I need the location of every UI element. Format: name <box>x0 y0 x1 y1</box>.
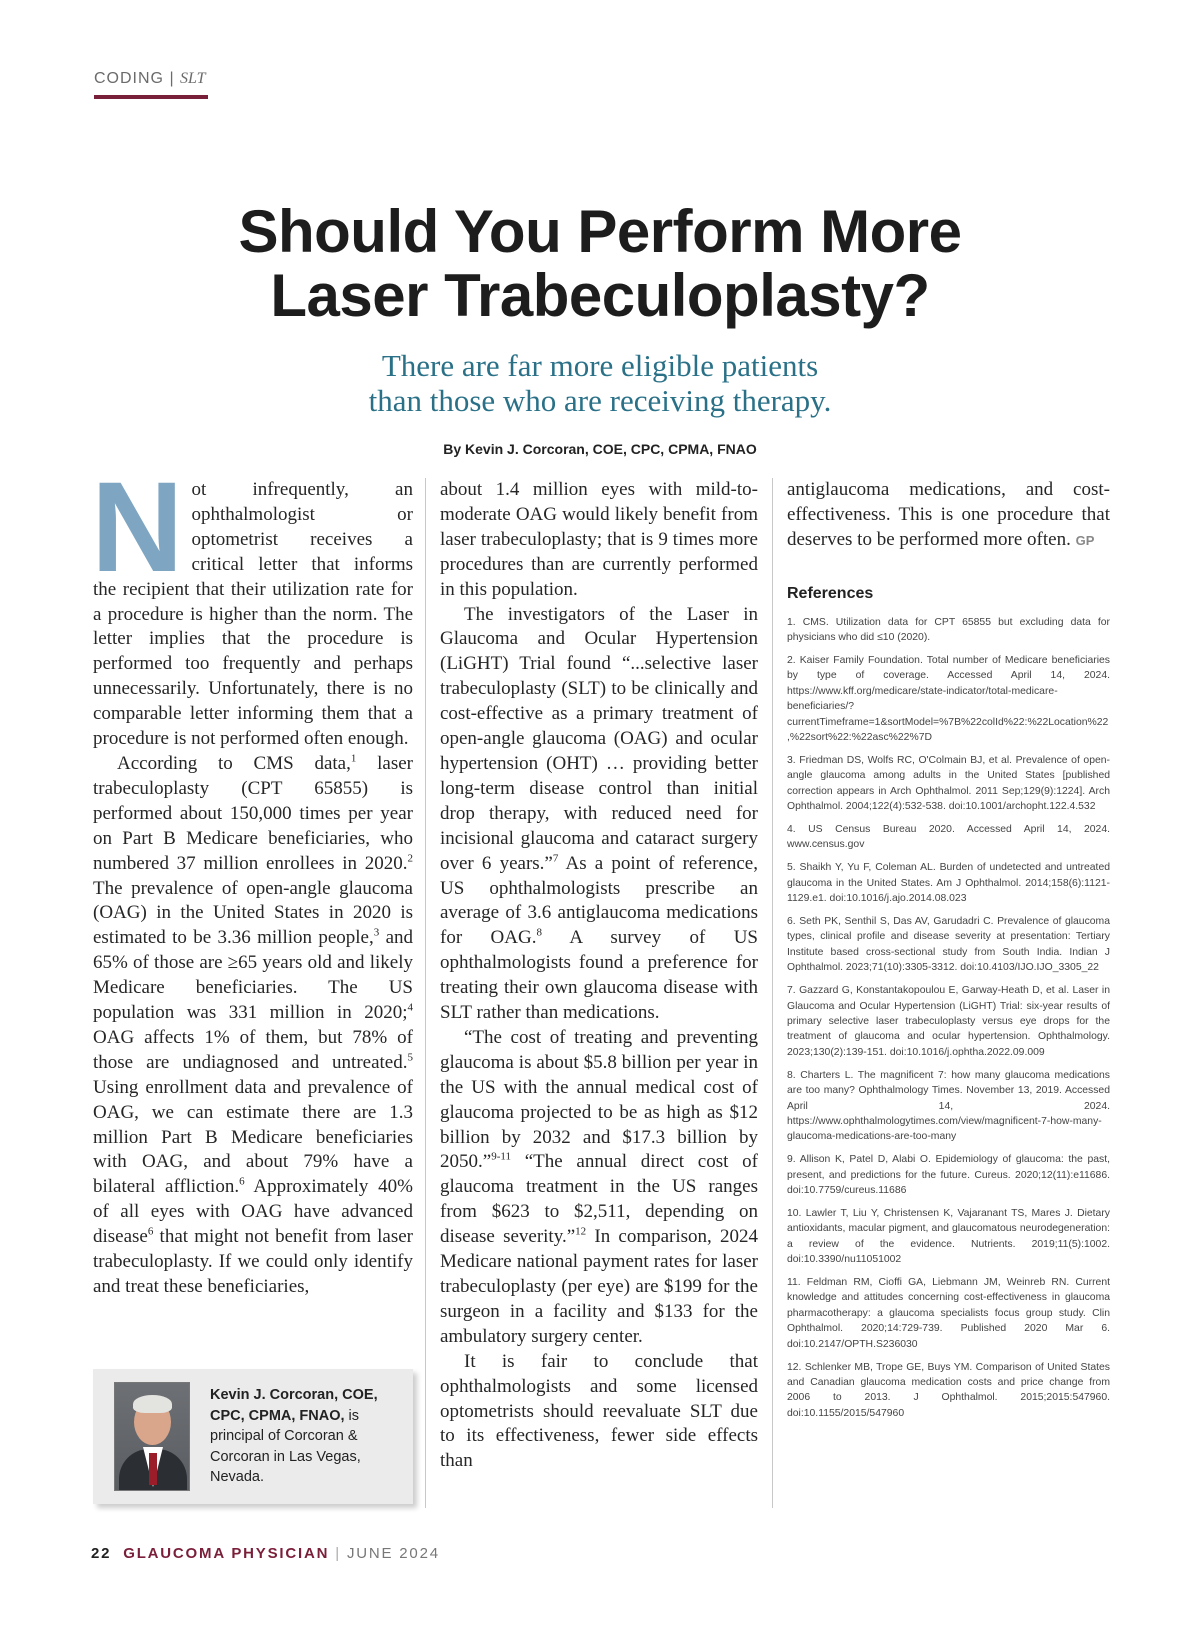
text-run: A survey of US ophthalmologists found a preference for treating their own glaucoma disease with SLT rather than medications. <box>440 927 758 1024</box>
citation: 7 <box>552 852 559 865</box>
citation: 5 <box>407 1051 413 1064</box>
reference-item: 1. CMS. Utilization data for CPT 65855 but excluding data for physicians who did ≤10 (2020). <box>787 616 1110 644</box>
title-line-1: Should You Perform More <box>238 198 962 265</box>
paragraph <box>440 1026 758 1350</box>
text-run: antiglaucoma medications, and cost-effectiveness. This is one procedure that deserves to be performed more often. <box>787 479 1110 550</box>
text-run: “The annual direct cost of glaucoma treatment in the US ranges from $623 to $2,511, depending on disease severity.” <box>440 1151 758 1248</box>
reference-item: 6. Seth PK, Senthil S, Das AV, Garudadri C. Prevalence of glaucoma types, clinical profile and disease severity at presentation: Tertiary Institute based cross-sectional study from South India. Indian J Ophthalmol. 2023;71(10):3305-3312. doi:10.4103/IJO.IJO_3305_22 <box>787 916 1110 974</box>
text-run: laser trabeculoplasty (CPT 65855) is performed about 150,000 times per year on Part B Medicare beneficiaries, who numbered 37 million enrollees in 2020. <box>93 752 413 874</box>
citation: 1 <box>350 752 357 765</box>
column-divider-2 <box>772 478 773 1508</box>
paragraph <box>787 478 1110 554</box>
drop-cap: N <box>91 456 184 599</box>
issue-date: JUNE 2024 <box>346 1545 440 1562</box>
paragraph <box>91 456 413 752</box>
magazine-name: GLAUCOMA PHYSICIAN <box>123 1545 330 1562</box>
author-bio-box <box>93 1369 413 1504</box>
citation: 6 <box>239 1176 245 1189</box>
text-run: The prevalence of open-angle glaucoma (OAG) in the United States in 2020 is estimated to be 3.36 million people, <box>93 877 413 949</box>
section-label: CODING <box>94 70 164 87</box>
citation: 6 <box>147 1225 154 1238</box>
text-run: As a point of reference, US ophthalmologists prescribe an average of 3.6 antiglaucoma medications for OAG. <box>440 852 758 949</box>
author-photo <box>114 1382 190 1491</box>
paragraph: It is fair to conclude that ophthalmologists and some licensed optometrists should reevaluate SLT due to its effectiveness, fewer side effects than <box>440 1350 758 1472</box>
article-subtitle <box>200 348 1000 418</box>
reference-item: 12. Schlenker MB, Trope GE, Buys YM. Comparison of United States and Canadian glaucoma medication costs and price change from 2006 to 2013. J Ophthalmol. 2015;2015:547960. doi:10.1155/2015/547960 <box>787 1361 1110 1419</box>
paragraph-text: ot infrequently, an ophthalmologist or optometrist receives a critical letter that informs the recipient that their utilization rate for a procedure is higher than the norm. The letter implies that the procedure is performed too frequently and perhaps unnecessarily. Unfortunately, there is no comparable letter informing them that a procedure is not performed often enough. <box>93 479 413 750</box>
citation: 4 <box>407 1001 413 1014</box>
reference-item: 5. Shaikh Y, Yu F, Coleman AL. Burden of undetected and untreated glaucoma in the United States. Am J Ophthalmol. 2014;158(6):1121-1129.e1. doi:10.1016/j.ajo.2014.08.023 <box>787 862 1110 905</box>
text-run: In comparison, 2024 Medicare national payment rates for laser trabeculoplasty (per eye) are $199 for the surgeon in a facility and $133 for the ambulatory surgery center. <box>440 1226 758 1347</box>
citation: 12 <box>575 1225 587 1238</box>
paragraph <box>440 603 758 1026</box>
author-bio <box>210 1385 405 1488</box>
section-rule <box>94 95 208 99</box>
article-title <box>100 200 1100 328</box>
text-run: The investigators of the Laser in Glaucoma and Ocular Hypertension (LiGHT) Trial found “...selective laser trabeculoplasty (SLT) to be clinically and cost-effective as a primary treatment of open-angle glaucoma (OAG) and ocular hypertension (OHT) … providing better long-term disease control than initial drop therapy, with reduced need for incisional glaucoma and cataract surgery over 6 years.” <box>440 603 758 874</box>
reference-item: 9. Allison K, Patel D, Alabi O. Epidemiology of glaucoma: the past, present, and predictions for the future. Cureus. 2020;12(11):e11686. doi:10.7759/cureus.11686 <box>787 1154 1110 1197</box>
reference-item: 10. Lawler T, Liu Y, Christensen K, Vajaranant TS, Mares J. Dietary antioxidants, macular pigment, and glaucomatous neurodegeneration: a review of the evidence. Nutrients. 2019;11(5):1002. doi:10.3390/nu11051002 <box>787 1207 1110 1266</box>
text-run: Using enrollment data and prevalence of OAG, we can estimate there are 1.3 million Part B Medicare beneficiaries with OAG, and about 79% have a bilateral affliction. <box>93 1076 413 1198</box>
reference-item: 2. Kaiser Family Foundation. Total number of Medicare beneficiaries by type of coverage. Accessed April 14, 2024. https://www.kff.org/medicare/state-indicator/total-medicare-beneficiaries/?currentTimeframe=1&sortModel=%7B%22colId%22:%22Location%22,%22sort%22:%22asc%22%7D <box>787 654 1110 743</box>
text-run: and 65% of those are ≥65 years old and likely Medicare beneficiaries. The US population was 331 million in 2020; <box>93 927 414 1024</box>
reference-item: 3. Friedman DS, Wolfs RC, O'Colmain BJ, et al. Prevalence of open-angle glaucoma among adults in the United States [published correction appears in Arch Ophthalmol. 2011 Sep;129(9):1224]. Arch Ophthalmol. 2004;122(4):532-538. doi:10.1001/archopht.122.4.532 <box>787 754 1110 813</box>
text-run: “The cost of treating and preventing glaucoma is about $5.8 billion per year in the US with the annual medical cost of glaucoma projected to be as high as $12 billion by 2032 and $17.3 billion by 2050.” <box>440 1026 758 1173</box>
reference-item: 11. Feldman RM, Cioffi GA, Liebmann JM, Weinreb RN. Current knowledge and attitudes concerning cost-effectiveness in glaucoma pharmacotherapy: a glaucoma specialists focus group study. Clin Ophthalmol. 2020;14:729-739. Published 2020 Mar 6. doi:10.2147/OPTH.S236030 <box>787 1277 1110 1350</box>
subtitle-line-2: than those who are receiving therapy. <box>368 383 832 418</box>
references-heading: References <box>787 584 874 602</box>
page-number: 22 <box>91 1545 112 1562</box>
paragraph <box>93 752 413 1300</box>
end-mark: GP <box>1075 532 1095 548</box>
citation: 3 <box>373 926 380 939</box>
title-line-2: Laser Trabeculoplasty? <box>270 262 930 329</box>
reference-item: 8. Charters L. The magnificent 7: how many glaucoma medications are too many? Ophthalmology Times. November 13, 2019. Accessed April 14, 2024. https://www.ophthalmologytimes.com/view/magnificent-7-how-many-glaucoma-medications-are-too-many <box>787 1069 1110 1143</box>
section-tag: CODING | SLT <box>94 70 206 87</box>
reference-item: 7. Gazzard G, Konstantakopoulou E, Garway-Heath D, et al. Laser in Glaucoma and Ocular Hypertension (LiGHT) Trial: six-year results of primary selective laser trabeculoplasty versus eye drops for the treatment of glaucoma and ocular hypertension. Ophthalmology. 2023;130(2):139-151. doi:10.1016/j.ophtha.2022.09.009 <box>787 985 1110 1058</box>
page-footer <box>91 1545 440 1562</box>
text-run: According to CMS data, <box>117 752 351 774</box>
citation: 8 <box>536 926 542 939</box>
column-3 <box>787 478 1110 1429</box>
column-1 <box>91 456 414 1300</box>
byline: By Kevin J. Corcoran, COE, CPC, CPMA, FNAO <box>443 441 757 457</box>
text-run: Approximately 40% of all eyes with OAG have advanced disease <box>93 1176 413 1248</box>
section-sublabel: SLT <box>180 70 206 87</box>
footer-separator: | <box>335 1545 341 1562</box>
paragraph: about 1.4 million eyes with mild-to-moderate OAG would likely benefit from laser trabeculoplasty; that is 9 times more procedures than are currently performed in this population. <box>440 479 758 600</box>
column-divider-1 <box>425 478 426 1508</box>
reference-item: 4. US Census Bureau 2020. Accessed April 14, 2024. www.census.gov <box>787 824 1110 851</box>
citation: 2 <box>407 852 413 865</box>
references-list <box>787 615 1110 1422</box>
column-2 <box>440 478 758 1474</box>
subtitle-line-1: There are far more eligible patients <box>381 348 819 383</box>
text-run: that might not benefit from laser trabeculoplasty. If we could only identify and treat these beneficiaries, <box>93 1226 413 1297</box>
author-bio-text: is principal of Corcoran & Corcoran in Las Vegas, Nevada. <box>210 1407 361 1485</box>
citation: 9-11 <box>491 1151 511 1164</box>
text-run: OAG affects 1% of them, but 78% of those are undiagnosed and untreated. <box>93 1026 413 1073</box>
author-name: Kevin J. Corcoran, COE, CPC, CPMA, FNAO, <box>210 1387 378 1424</box>
